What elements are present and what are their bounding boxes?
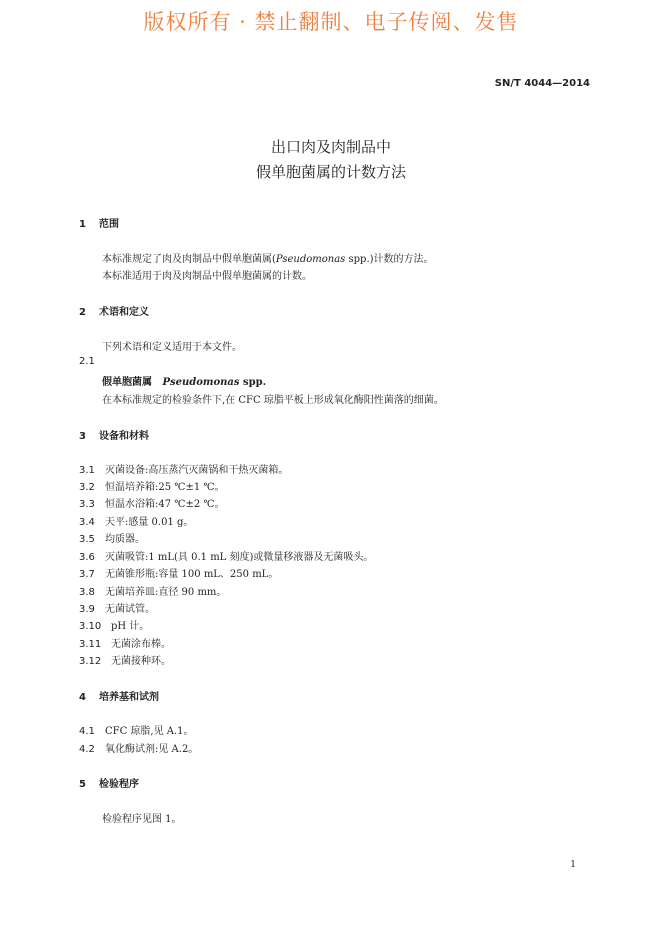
title-line-1: 出口肉及肉制品中 bbox=[270, 138, 391, 156]
item-number: 4.1 bbox=[79, 726, 95, 737]
section-title: 范围 bbox=[99, 219, 119, 230]
section-3-heading bbox=[79, 427, 149, 442]
section-title: 检验程序 bbox=[99, 779, 139, 790]
item-number: 3.7 bbox=[79, 569, 95, 580]
section-1-heading bbox=[79, 215, 119, 230]
procedure-paragraph: 检验程序见图 1。 bbox=[102, 814, 182, 825]
item-text: 灭菌吸管:1 mL(具 0.1 mL 刻度)或微量移液器及无菌吸头。 bbox=[105, 552, 374, 563]
list-item bbox=[79, 740, 198, 755]
list-item bbox=[79, 513, 193, 528]
list-item bbox=[79, 635, 171, 650]
section-number: 4 bbox=[79, 692, 86, 703]
term-latin: Pseudomonas bbox=[162, 377, 240, 388]
list-item bbox=[79, 461, 288, 476]
item-number: 3.1 bbox=[79, 465, 95, 476]
item-number: 3.3 bbox=[79, 499, 95, 510]
term-entry bbox=[102, 373, 266, 388]
item-text: 无菌试管。 bbox=[105, 604, 155, 615]
terms-intro: 下列术语和定义适用于本文件。 bbox=[102, 342, 242, 353]
section-2-heading bbox=[79, 303, 149, 318]
item-text: pH 计。 bbox=[111, 621, 150, 632]
section-number: 3 bbox=[79, 431, 86, 442]
item-number: 3.9 bbox=[79, 604, 95, 615]
list-item bbox=[79, 565, 278, 580]
list-item bbox=[79, 722, 194, 737]
section-title: 培养基和试剂 bbox=[99, 692, 159, 703]
list-item bbox=[79, 652, 171, 667]
section-number: 1 bbox=[79, 219, 86, 230]
item-text: 无菌锥形瓶:容量 100 mL、250 mL。 bbox=[105, 569, 279, 580]
text: spp.)计数的方法。 bbox=[345, 254, 434, 265]
item-text: 恒温水浴箱:47 ℃±2 ℃。 bbox=[105, 499, 225, 510]
term-spp: spp. bbox=[243, 377, 267, 388]
scope-paragraph-2: 本标准适用于肉及肉制品中假单胞菌属的计数。 bbox=[102, 271, 312, 282]
item-text: 氧化酶试剂:见 A.2。 bbox=[105, 744, 199, 755]
section-number: 5 bbox=[79, 779, 86, 790]
item-number: 3.8 bbox=[79, 587, 95, 598]
list-item bbox=[79, 617, 149, 632]
item-text: 均质器。 bbox=[105, 534, 145, 545]
copyright-watermark: 版权所有 · 禁止翻制、电子传阅、发售 bbox=[143, 10, 519, 34]
term-number bbox=[79, 356, 95, 367]
section-4-heading bbox=[79, 688, 159, 703]
item-text: 无菌培养皿:直径 90 mm。 bbox=[105, 587, 227, 598]
page-number: 1 bbox=[570, 860, 576, 870]
item-number: 3.2 bbox=[79, 482, 95, 493]
list-item bbox=[79, 600, 155, 615]
list-item bbox=[79, 530, 145, 545]
section-5-heading bbox=[79, 775, 139, 790]
clause-number: 2.1 bbox=[79, 356, 95, 367]
item-text: CFC 琼脂,见 A.1。 bbox=[105, 726, 194, 737]
text: 本标准规定了肉及肉制品中假单胞菌属( bbox=[102, 254, 276, 265]
item-number: 3.11 bbox=[79, 639, 102, 650]
list-item bbox=[79, 548, 373, 563]
section-title: 术语和定义 bbox=[99, 307, 149, 318]
item-number: 3.4 bbox=[79, 517, 95, 528]
item-text: 天平:感量 0.01 g。 bbox=[105, 517, 194, 528]
item-text: 无菌接种环。 bbox=[111, 656, 171, 667]
item-number: 3.10 bbox=[79, 621, 102, 632]
item-number: 3.12 bbox=[79, 656, 102, 667]
item-number: 3.5 bbox=[79, 534, 95, 545]
genus-italic: Pseudomonas bbox=[275, 254, 346, 265]
scope-paragraph-1 bbox=[102, 250, 434, 265]
list-item bbox=[79, 478, 225, 493]
list-item bbox=[79, 583, 226, 598]
section-title: 设备和材料 bbox=[99, 431, 149, 442]
item-text: 恒温培养箱:25 ℃±1 ℃。 bbox=[105, 482, 225, 493]
item-text: 灭菌设备:高压蒸汽灭菌锅和干热灭菌箱。 bbox=[105, 465, 289, 476]
standard-number: SN/T 4044—2014 bbox=[494, 78, 590, 89]
item-number: 3.6 bbox=[79, 552, 95, 563]
section-number: 2 bbox=[79, 307, 86, 318]
item-number: 4.2 bbox=[79, 744, 95, 755]
item-text: 无菌涂布棒。 bbox=[111, 639, 171, 650]
term-chinese: 假单胞菌属 bbox=[102, 377, 152, 388]
term-definition: 在本标准规定的检验条件下,在 CFC 琼脂平板上形成氧化酶阳性菌落的细菌。 bbox=[102, 395, 444, 406]
title-line-2: 假单胞菌属的计数方法 bbox=[255, 163, 406, 181]
list-item bbox=[79, 495, 225, 510]
